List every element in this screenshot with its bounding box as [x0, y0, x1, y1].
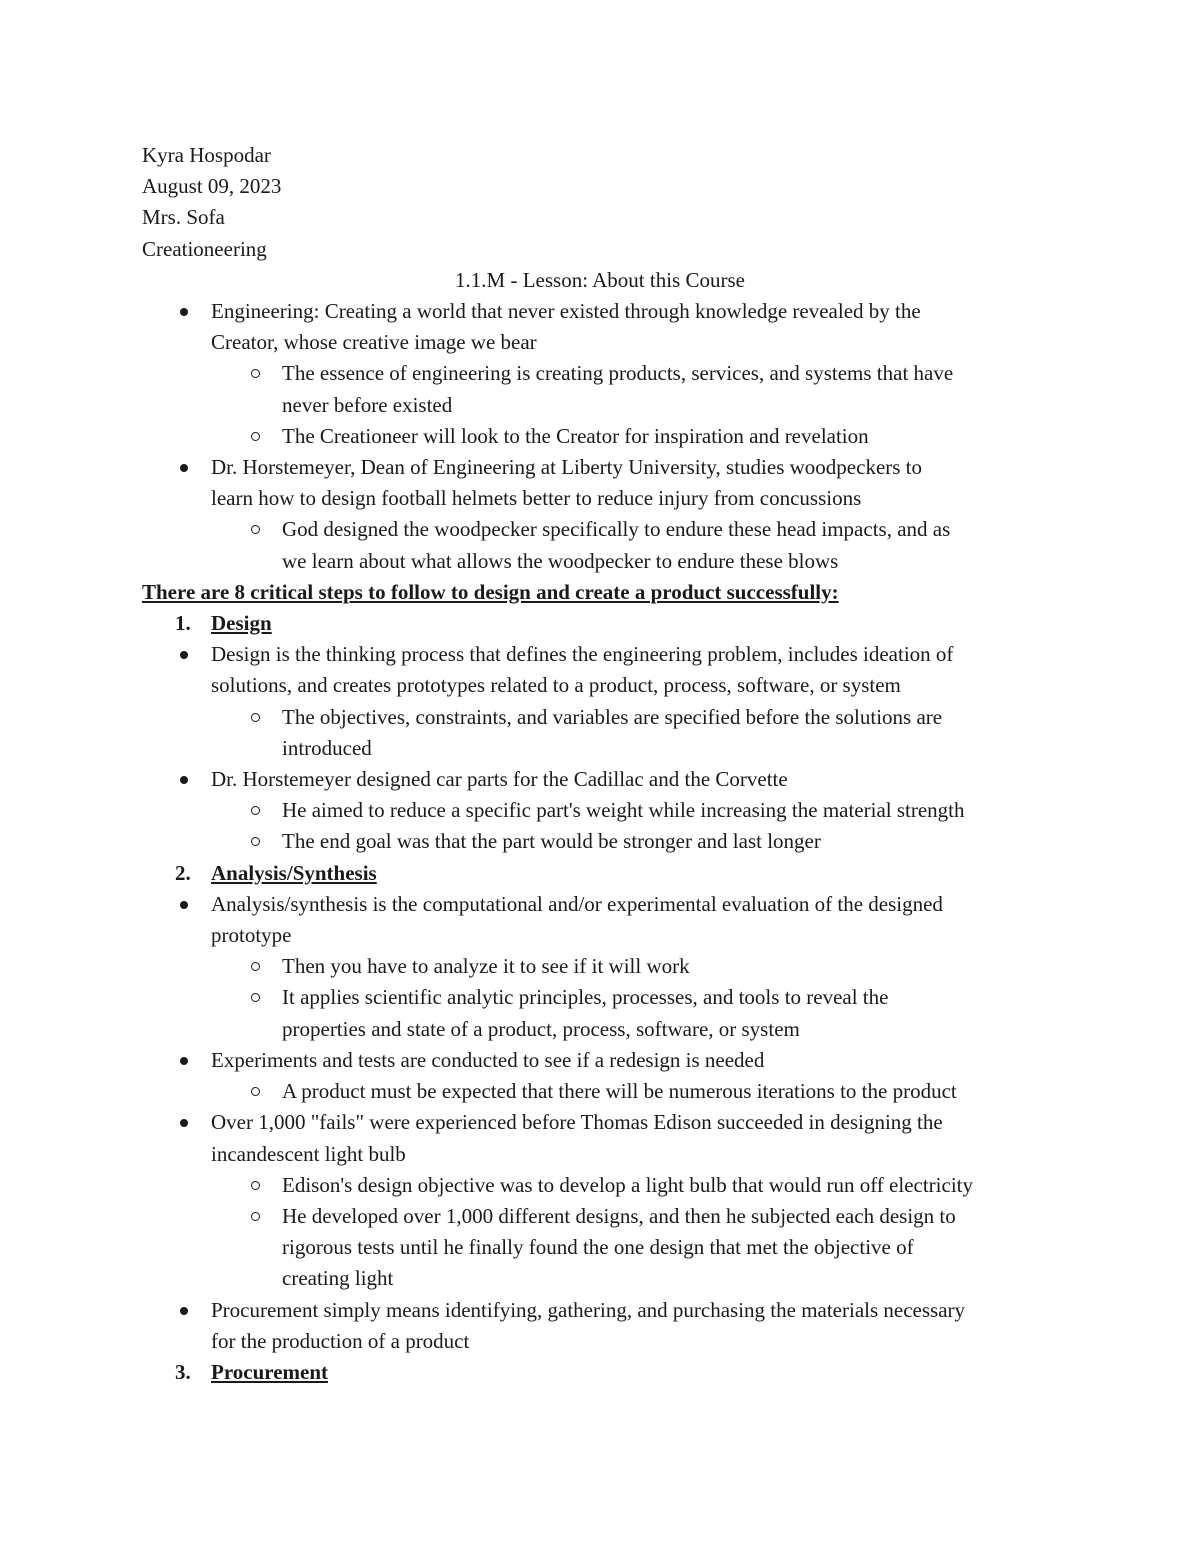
- filled-bullet-icon: [180, 776, 188, 784]
- document-date: August 09, 2023: [142, 174, 282, 199]
- bullet-text-line: The Creationeer will look to the Creator for inspiration and revelation: [282, 423, 869, 448]
- bullet-text-line: incandescent light bulb: [211, 1141, 406, 1166]
- sub-bullet-item: [142, 514, 1072, 576]
- lesson-title: 1.1.M - Lesson: About this Course: [455, 267, 745, 292]
- bullet-text-line: Edison's design objective was to develop a light bulb that would run off electricity: [282, 1172, 974, 1197]
- bullet-text-line: introduced: [282, 735, 372, 760]
- hollow-bullet-icon: [251, 962, 260, 971]
- sub-bullet-item: [142, 951, 1072, 982]
- bullet-text-line: Dr. Horstemeyer designed car parts for the Cadillac and the Corvette: [211, 767, 788, 792]
- hollow-bullet-icon: [251, 1087, 260, 1096]
- bullet-text-line: The essence of engineering is creating products, services, and systems that have: [282, 361, 954, 386]
- sub-bullet-item: [142, 1201, 1072, 1295]
- bullet-item: [142, 1045, 1072, 1076]
- bullet-text-line: we learn about what allows the woodpecker to endure these blows: [282, 548, 839, 573]
- hollow-bullet-icon: [251, 369, 260, 378]
- bullet-text-line: Experiments and tests are conducted to see if a redesign is needed: [211, 1047, 765, 1072]
- bullet-item: [142, 764, 1072, 795]
- step-number: 3.: [175, 1359, 191, 1384]
- step-heading: [142, 1357, 1072, 1388]
- sub-bullet-item: [142, 795, 1072, 826]
- bullet-text-line: solutions, and creates prototypes related to a product, process, software, or system: [211, 673, 901, 698]
- sub-bullet-item: [142, 358, 1072, 420]
- bullet-text-line: properties and state of a product, process, software, or system: [282, 1016, 800, 1041]
- sub-bullet-item: [142, 982, 1072, 1044]
- step-title: Procurement: [211, 1359, 329, 1384]
- document-page: [142, 140, 1072, 1388]
- step-title: Design: [211, 611, 272, 636]
- filled-bullet-icon: [180, 1057, 188, 1065]
- bullet-text-line: creating light: [282, 1266, 394, 1291]
- sub-bullet-item: [142, 1170, 1072, 1201]
- bullet-text-line: A product must be expected that there will be numerous iterations to the product: [282, 1079, 957, 1104]
- filled-bullet-icon: [180, 308, 188, 316]
- bullet-text-line: Engineering: Creating a world that never existed through knowledge revealed by the: [211, 299, 921, 324]
- bullet-text-line: He developed over 1,000 different designs, and then he subjected each design to: [282, 1203, 956, 1228]
- step-number: 2.: [175, 860, 191, 885]
- bullet-item: [142, 452, 1072, 514]
- bullet-text-line: learn how to design football helmets better to reduce injury from concussions: [211, 486, 862, 511]
- bullet-item: [142, 296, 1072, 358]
- step-number: 1.: [175, 611, 191, 636]
- hollow-bullet-icon: [251, 1212, 260, 1221]
- bullet-text-line: rigorous tests until he finally found the one design that met the objective of: [282, 1235, 914, 1260]
- sub-bullet-item: [142, 702, 1072, 764]
- student-name: Kyra Hospodar: [142, 143, 271, 167]
- hollow-bullet-icon: [251, 1181, 260, 1190]
- sub-bullet-item: [142, 826, 1072, 857]
- hollow-bullet-icon: [251, 432, 260, 441]
- filled-bullet-icon: [180, 1307, 188, 1315]
- steps-list: [142, 608, 1072, 1388]
- bullet-text-line: never before existed: [282, 392, 453, 417]
- bullet-text-line: Over 1,000 "fails" were experienced before Thomas Edison succeeded in designing the: [211, 1110, 943, 1135]
- bullet-item: [142, 639, 1072, 701]
- bullet-text-line: The end goal was that the part would be stronger and last longer: [282, 829, 821, 854]
- step-title: Analysis/Synthesis: [211, 860, 377, 885]
- bullet-item: [142, 1107, 1072, 1169]
- step-heading: [142, 858, 1072, 889]
- intro-bullet-list: [142, 296, 1072, 577]
- sub-bullet-item: [142, 421, 1072, 452]
- hollow-bullet-icon: [251, 713, 260, 722]
- filled-bullet-icon: [180, 901, 188, 909]
- bullet-text-line: Then you have to analyze it to see if it will work: [282, 954, 690, 979]
- bullet-text-line: Dr. Horstemeyer, Dean of Engineering at Liberty University, studies woodpeckers to: [211, 455, 923, 480]
- bullet-text-line: for the production of a product: [211, 1328, 470, 1353]
- filled-bullet-icon: [180, 1119, 188, 1127]
- bullet-text-line: The objectives, constraints, and variables are specified before the solutions are: [282, 704, 943, 729]
- filled-bullet-icon: [180, 651, 188, 659]
- teacher-name: Mrs. Sofa: [142, 205, 225, 230]
- bullet-text-line: Design is the thinking process that defines the engineering problem, includes ideation of: [211, 642, 954, 667]
- bullet-text-line: Analysis/synthesis is the computational and/or experimental evaluation of the designed: [211, 891, 943, 916]
- bullet-text-line: God designed the woodpecker specifically to endure these head impacts, and as: [282, 517, 951, 542]
- bullet-text-line: Creator, whose creative image we bear: [211, 330, 537, 355]
- sub-bullet-item: [142, 1076, 1072, 1107]
- bullet-item: [142, 1295, 1072, 1357]
- hollow-bullet-icon: [251, 525, 260, 534]
- bullet-text-line: He aimed to reduce a specific part's weight while increasing the material strength: [282, 798, 965, 823]
- bullet-text-line: It applies scientific analytic principles, processes, and tools to reveal the: [282, 985, 889, 1010]
- step-heading: [142, 608, 1072, 639]
- bullet-item: [142, 889, 1072, 951]
- hollow-bullet-icon: [251, 806, 260, 815]
- bullet-text-line: prototype: [211, 923, 292, 948]
- course-name: Creationeering: [142, 236, 267, 261]
- hollow-bullet-icon: [251, 837, 260, 846]
- hollow-bullet-icon: [251, 993, 260, 1002]
- steps-heading: There are 8 critical steps to follow to design and create a product successfully:: [142, 579, 839, 604]
- bullet-text-line: Procurement simply means identifying, gathering, and purchasing the materials necessary: [211, 1297, 966, 1322]
- filled-bullet-icon: [180, 464, 188, 472]
